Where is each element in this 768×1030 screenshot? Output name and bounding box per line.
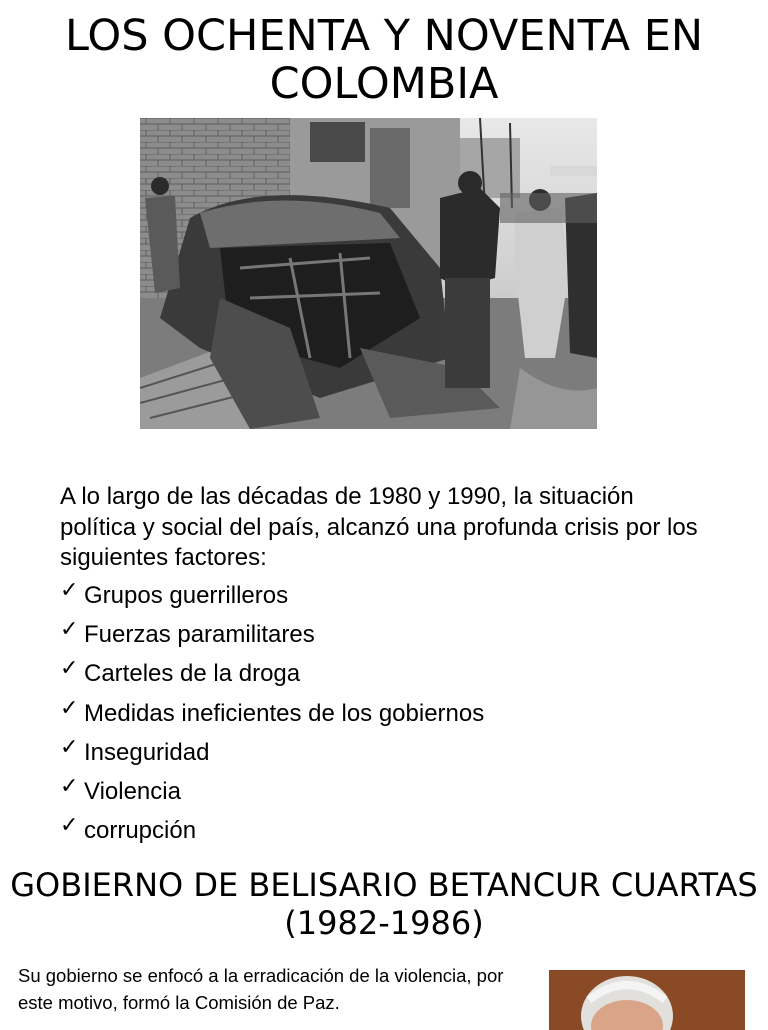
section-title: GOBIERNO DE BELISARIO BETANCUR CUARTAS (1982-1986) xyxy=(10,866,758,942)
list-item-label: Violencia xyxy=(84,777,181,805)
check-icon: ✓ xyxy=(60,773,79,799)
check-icon: ✓ xyxy=(60,656,79,682)
list-item-label: Medidas ineficientes de los gobiernos xyxy=(84,699,485,727)
intro-paragraph: A lo largo de las décadas de 1980 y 1990, la situación política y social del país, alcanzó una profunda crisis por los siguientes factores: xyxy=(60,483,698,571)
section-body: Su gobierno se enfocó a la erradicación de la violencia, por este motivo, formó la Comisión de Paz. xyxy=(18,965,504,1013)
list-item xyxy=(60,773,484,815)
list-item-label: corrupción xyxy=(84,817,197,845)
list-item-label: Carteles de la droga xyxy=(84,660,301,688)
check-icon: ✓ xyxy=(60,578,79,603)
car-bomb-photo xyxy=(140,118,597,429)
portrait-photo xyxy=(549,970,745,1030)
list-item xyxy=(60,815,484,854)
check-icon: ✓ xyxy=(60,734,79,760)
check-icon: ✓ xyxy=(60,813,79,839)
check-icon: ✓ xyxy=(60,617,79,643)
list-item xyxy=(60,695,485,737)
list-item-label: Grupos guerrilleros xyxy=(84,582,289,609)
list-item xyxy=(60,734,484,776)
list-item xyxy=(60,580,484,619)
factors-list xyxy=(60,580,484,854)
list-item-label: Fuerzas paramilitares xyxy=(84,621,315,649)
list-item xyxy=(60,658,484,697)
page-title: LOS OCHENTA Y NOVENTA EN COLOMBIA xyxy=(64,11,704,109)
list-item xyxy=(60,619,484,658)
list-item-label: Inseguridad xyxy=(84,738,210,766)
check-icon: ✓ xyxy=(60,695,79,721)
